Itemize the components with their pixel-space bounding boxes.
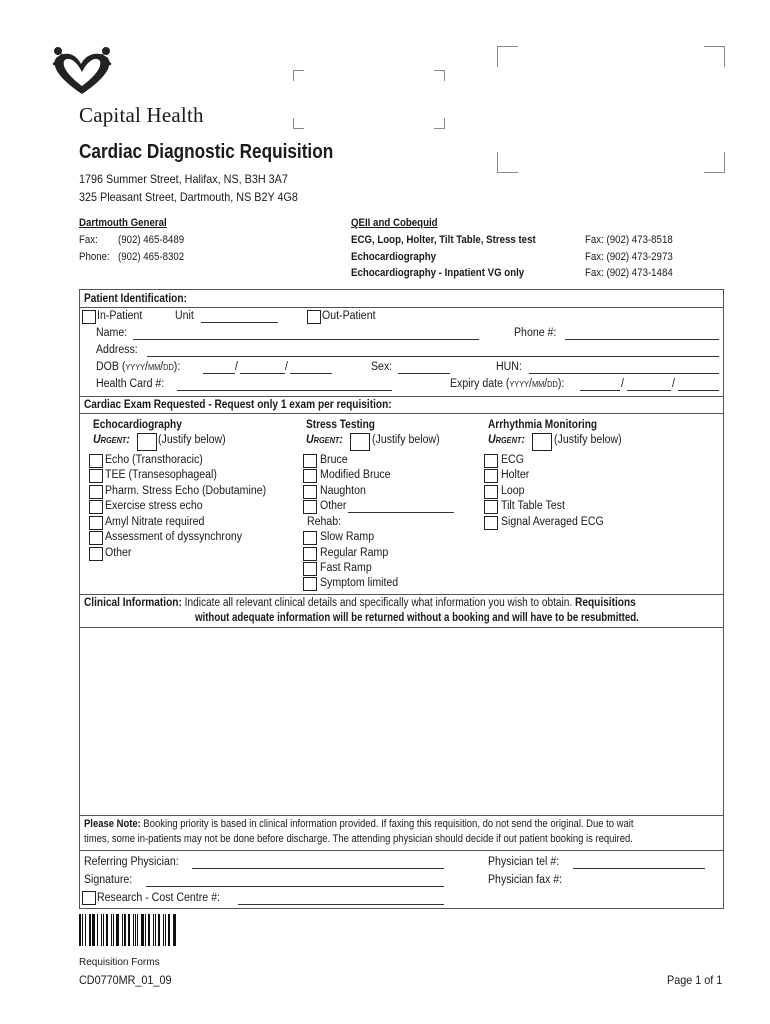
divider <box>79 396 724 397</box>
crop-mark <box>497 46 518 67</box>
echo-option-checkbox[interactable] <box>89 547 103 561</box>
arrhythmia-urgent-label: Urgent: <box>488 434 525 446</box>
barcode-bar <box>82 914 83 946</box>
stress-option-label: Naughton <box>320 485 366 497</box>
barcode-bar <box>103 914 104 946</box>
crop-mark <box>704 46 725 67</box>
page-title: Cardiac Diagnostic Requisition <box>79 141 334 163</box>
echo-option-checkbox[interactable] <box>89 454 103 468</box>
echo-option-label: Echo (Transthoracic) <box>105 454 203 466</box>
barcode-bar <box>165 914 166 946</box>
barcode-bar <box>153 914 154 946</box>
divider <box>79 850 724 851</box>
stress-justify-label: (Justify below) <box>372 434 440 446</box>
echo-option-label: TEE (Transesophageal) <box>105 469 217 481</box>
crop-mark <box>434 70 445 81</box>
arrhythmia-option-checkbox[interactable] <box>484 485 498 499</box>
research-checkbox[interactable] <box>82 891 96 905</box>
arrhythmia-heading: Arrhythmia Monitoring <box>488 419 598 431</box>
physician-fax-label: Physician fax #: <box>488 874 563 886</box>
stress-option-label: Other <box>320 500 347 512</box>
echo-option-label: Pharm. Stress Echo (Dobutamine) <box>105 485 267 497</box>
qeii-service: Echocardiography <box>351 251 436 263</box>
echo-option-checkbox[interactable] <box>89 485 103 499</box>
qeii-fax: Fax: (902) 473-1484 <box>585 267 673 279</box>
arrhythmia-option-checkbox[interactable] <box>484 454 498 468</box>
barcode-bar <box>133 914 134 946</box>
expiry-day-field[interactable] <box>678 390 719 391</box>
expiry-month-field[interactable] <box>627 390 671 391</box>
barcode-bar <box>101 914 102 946</box>
patient-section-title: Patient Identification: <box>84 293 187 305</box>
clinical-info-warning: without adequate information will be returned without a booking and will have to be resubmitted. <box>195 612 639 624</box>
barcode-bar <box>116 914 119 946</box>
expiry-year-field[interactable] <box>580 390 620 391</box>
name-field[interactable] <box>133 339 479 340</box>
expiry-separator: / <box>621 378 624 390</box>
barcode-bar <box>85 914 86 946</box>
sex-label: Sex: <box>371 361 393 373</box>
dob-day-field[interactable] <box>290 373 332 374</box>
address-line-2: 325 Pleasant Street, Dartmouth, NS B2Y 4G8 <box>79 190 298 204</box>
qeii-fax: Fax: (902) 473-8518 <box>585 234 673 246</box>
barcode-bar <box>148 914 150 946</box>
echo-option-checkbox[interactable] <box>89 516 103 530</box>
out-patient-label: Out-Patient <box>322 310 376 322</box>
crop-mark <box>434 118 445 129</box>
exam-section-title: Cardiac Exam Requested - Request only 1 exam per requisition: <box>84 399 392 411</box>
hun-label: HUN: <box>496 361 522 373</box>
rehab-option-checkbox[interactable] <box>303 547 317 561</box>
dob-label: DOB (yyyy/mm/dd): <box>96 361 181 373</box>
expiry-separator: / <box>672 378 675 390</box>
please-note-line-2: times, some in-patients may not be done before discharge. The attending physician should decide if out patient booking is required. <box>84 833 633 845</box>
rehab-label: Rehab: <box>307 516 342 528</box>
rehab-option-label: Fast Ramp <box>320 562 372 574</box>
qeii-heading: QEII and Cobequid <box>351 217 438 229</box>
echo-option-label: Amyl Nitrate required <box>105 516 205 528</box>
phone-field[interactable] <box>565 339 719 340</box>
echo-urgent-checkbox[interactable] <box>137 433 157 451</box>
arrhythmia-option-label: Tilt Table Test <box>501 500 565 512</box>
qeii-fax: Fax: (902) 473-2973 <box>585 251 673 263</box>
qeii-service: ECG, Loop, Holter, Tilt Table, Stress test <box>351 234 536 246</box>
signature-label: Signature: <box>84 874 133 886</box>
physician-tel-field[interactable] <box>573 868 705 869</box>
barcode-bar <box>163 914 164 946</box>
dob-month-field[interactable] <box>240 373 285 374</box>
arrhythmia-option-label: Holter <box>501 469 530 481</box>
stress-option-checkbox[interactable] <box>303 500 317 514</box>
dob-separator: / <box>235 361 238 373</box>
echo-option-label: Other <box>105 547 132 559</box>
dob-year-field[interactable] <box>203 373 235 374</box>
address-field[interactable] <box>147 356 719 357</box>
rehab-option-label: Slow Ramp <box>320 531 375 543</box>
barcode-bar <box>92 914 95 946</box>
barcode-bar <box>97 914 98 946</box>
dartmouth-phone: (902) 465-8302 <box>118 251 185 263</box>
rehab-option-checkbox[interactable] <box>303 531 317 545</box>
phone-label: Phone #: <box>514 327 557 339</box>
brand-name: Capital Health <box>79 103 204 127</box>
please-note-line-1: Please Note: Booking priority is based in clinical information provided. If faxing this requisition, do not send the original. Due to wait <box>84 818 634 830</box>
arrhythmia-option-checkbox[interactable] <box>484 516 498 530</box>
dartmouth-fax: (902) 465-8489 <box>118 234 185 246</box>
barcode-bar <box>137 914 138 946</box>
clinical-info-textarea[interactable] <box>80 628 723 814</box>
research-cost-centre-field[interactable] <box>238 904 444 905</box>
page-number: Page 1 of 1 <box>667 973 723 987</box>
hun-field[interactable] <box>529 373 719 374</box>
barcode-bar <box>135 914 136 946</box>
echo-option-label: Exercise stress echo <box>105 500 203 512</box>
dartmouth-heading: Dartmouth General <box>79 217 167 229</box>
rehab-option-checkbox[interactable] <box>303 562 317 576</box>
crop-mark <box>704 152 725 173</box>
form-code: CD0770MR_01_09 <box>79 973 172 987</box>
arrhythmia-urgent-checkbox[interactable] <box>532 433 552 451</box>
heart-with-figures-icon <box>50 44 114 96</box>
echo-option-checkbox[interactable] <box>89 500 103 514</box>
unit-label: Unit <box>175 310 194 322</box>
crop-mark <box>497 152 518 173</box>
barcode-bar <box>158 914 160 946</box>
arrhythmia-option-checkbox[interactable] <box>484 469 498 483</box>
barcode-bar <box>168 914 170 946</box>
echo-option-checkbox[interactable] <box>89 531 103 545</box>
stress-option-checkbox[interactable] <box>303 485 317 499</box>
barcode-icon <box>79 914 177 946</box>
arrhythmia-option-label: Loop <box>501 485 525 497</box>
stress-option-checkbox[interactable] <box>303 454 317 468</box>
barcode-bar <box>145 914 146 946</box>
research-label: Research - Cost Centre #: <box>97 892 220 904</box>
barcode-bar <box>124 914 126 946</box>
barcode-bar <box>128 914 130 946</box>
arrhythmia-justify-label: (Justify below) <box>554 434 622 446</box>
barcode-bar <box>155 914 156 946</box>
sex-field[interactable] <box>398 373 450 374</box>
address-label: Address: <box>96 344 138 356</box>
barcode-bar <box>111 914 112 946</box>
barcode-bar <box>122 914 123 946</box>
divider <box>79 413 724 414</box>
clinical-info-header: Clinical Information: Indicate all relevant clinical details and specifically what information you wish to obtain. Requisitions <box>84 597 636 609</box>
barcode-bar <box>106 914 108 946</box>
arrhythmia-option-label: Signal Averaged ECG <box>501 516 604 528</box>
physician-tel-label: Physician tel #: <box>488 856 560 868</box>
echo-option-checkbox[interactable] <box>89 469 103 483</box>
arrhythmia-option-checkbox[interactable] <box>484 500 498 514</box>
out-patient-checkbox[interactable] <box>307 310 321 324</box>
stress-option-label: Bruce <box>320 454 348 466</box>
stress-heading: Stress Testing <box>306 419 375 431</box>
referring-physician-field[interactable] <box>192 868 444 869</box>
in-patient-label: In-Patient <box>97 310 143 322</box>
rehab-option-label: Symptom limited <box>320 577 399 589</box>
barcode-bar <box>173 914 176 946</box>
echo-option-label: Assessment of dyssynchrony <box>105 531 243 543</box>
stress-urgent-checkbox[interactable] <box>350 433 370 451</box>
barcode-bar <box>89 914 91 946</box>
health-card-label: Health Card #: <box>96 378 165 390</box>
barcode-bar <box>79 914 81 946</box>
signature-field[interactable] <box>146 886 444 887</box>
expiry-label: Expiry date (yyyy/mm/dd): <box>450 378 565 390</box>
echo-justify-label: (Justify below) <box>158 434 226 446</box>
in-patient-checkbox[interactable] <box>82 310 96 324</box>
footer-category: Requisition Forms <box>79 957 160 968</box>
stress-option-checkbox[interactable] <box>303 469 317 483</box>
divider <box>79 307 724 308</box>
crop-mark <box>293 70 304 81</box>
echo-urgent-label: Urgent: <box>93 434 130 446</box>
barcode-bar <box>113 914 114 946</box>
stress-urgent-label: Urgent: <box>306 434 343 446</box>
echo-heading: Echocardiography <box>93 419 182 431</box>
health-card-field[interactable] <box>177 390 392 391</box>
name-label: Name: <box>96 327 128 339</box>
rehab-option-label: Regular Ramp <box>320 547 389 559</box>
divider <box>79 815 724 816</box>
dartmouth-fax-label: Fax: <box>79 234 98 246</box>
crop-mark <box>293 118 304 129</box>
stress-other-field[interactable] <box>348 512 454 513</box>
divider <box>79 594 724 595</box>
referring-physician-label: Referring Physician: <box>84 856 179 868</box>
dartmouth-phone-label: Phone: <box>79 251 110 263</box>
arrhythmia-option-label: ECG <box>501 454 524 466</box>
unit-field[interactable] <box>201 322 278 323</box>
barcode-bar <box>141 914 144 946</box>
dob-separator: / <box>285 361 288 373</box>
stress-option-label: Modified Bruce <box>320 469 391 481</box>
rehab-option-checkbox[interactable] <box>303 577 317 591</box>
address-line-1: 1796 Summer Street, Halifax, NS, B3H 3A7 <box>79 172 288 186</box>
qeii-service: Echocardiography - Inpatient VG only <box>351 267 525 279</box>
